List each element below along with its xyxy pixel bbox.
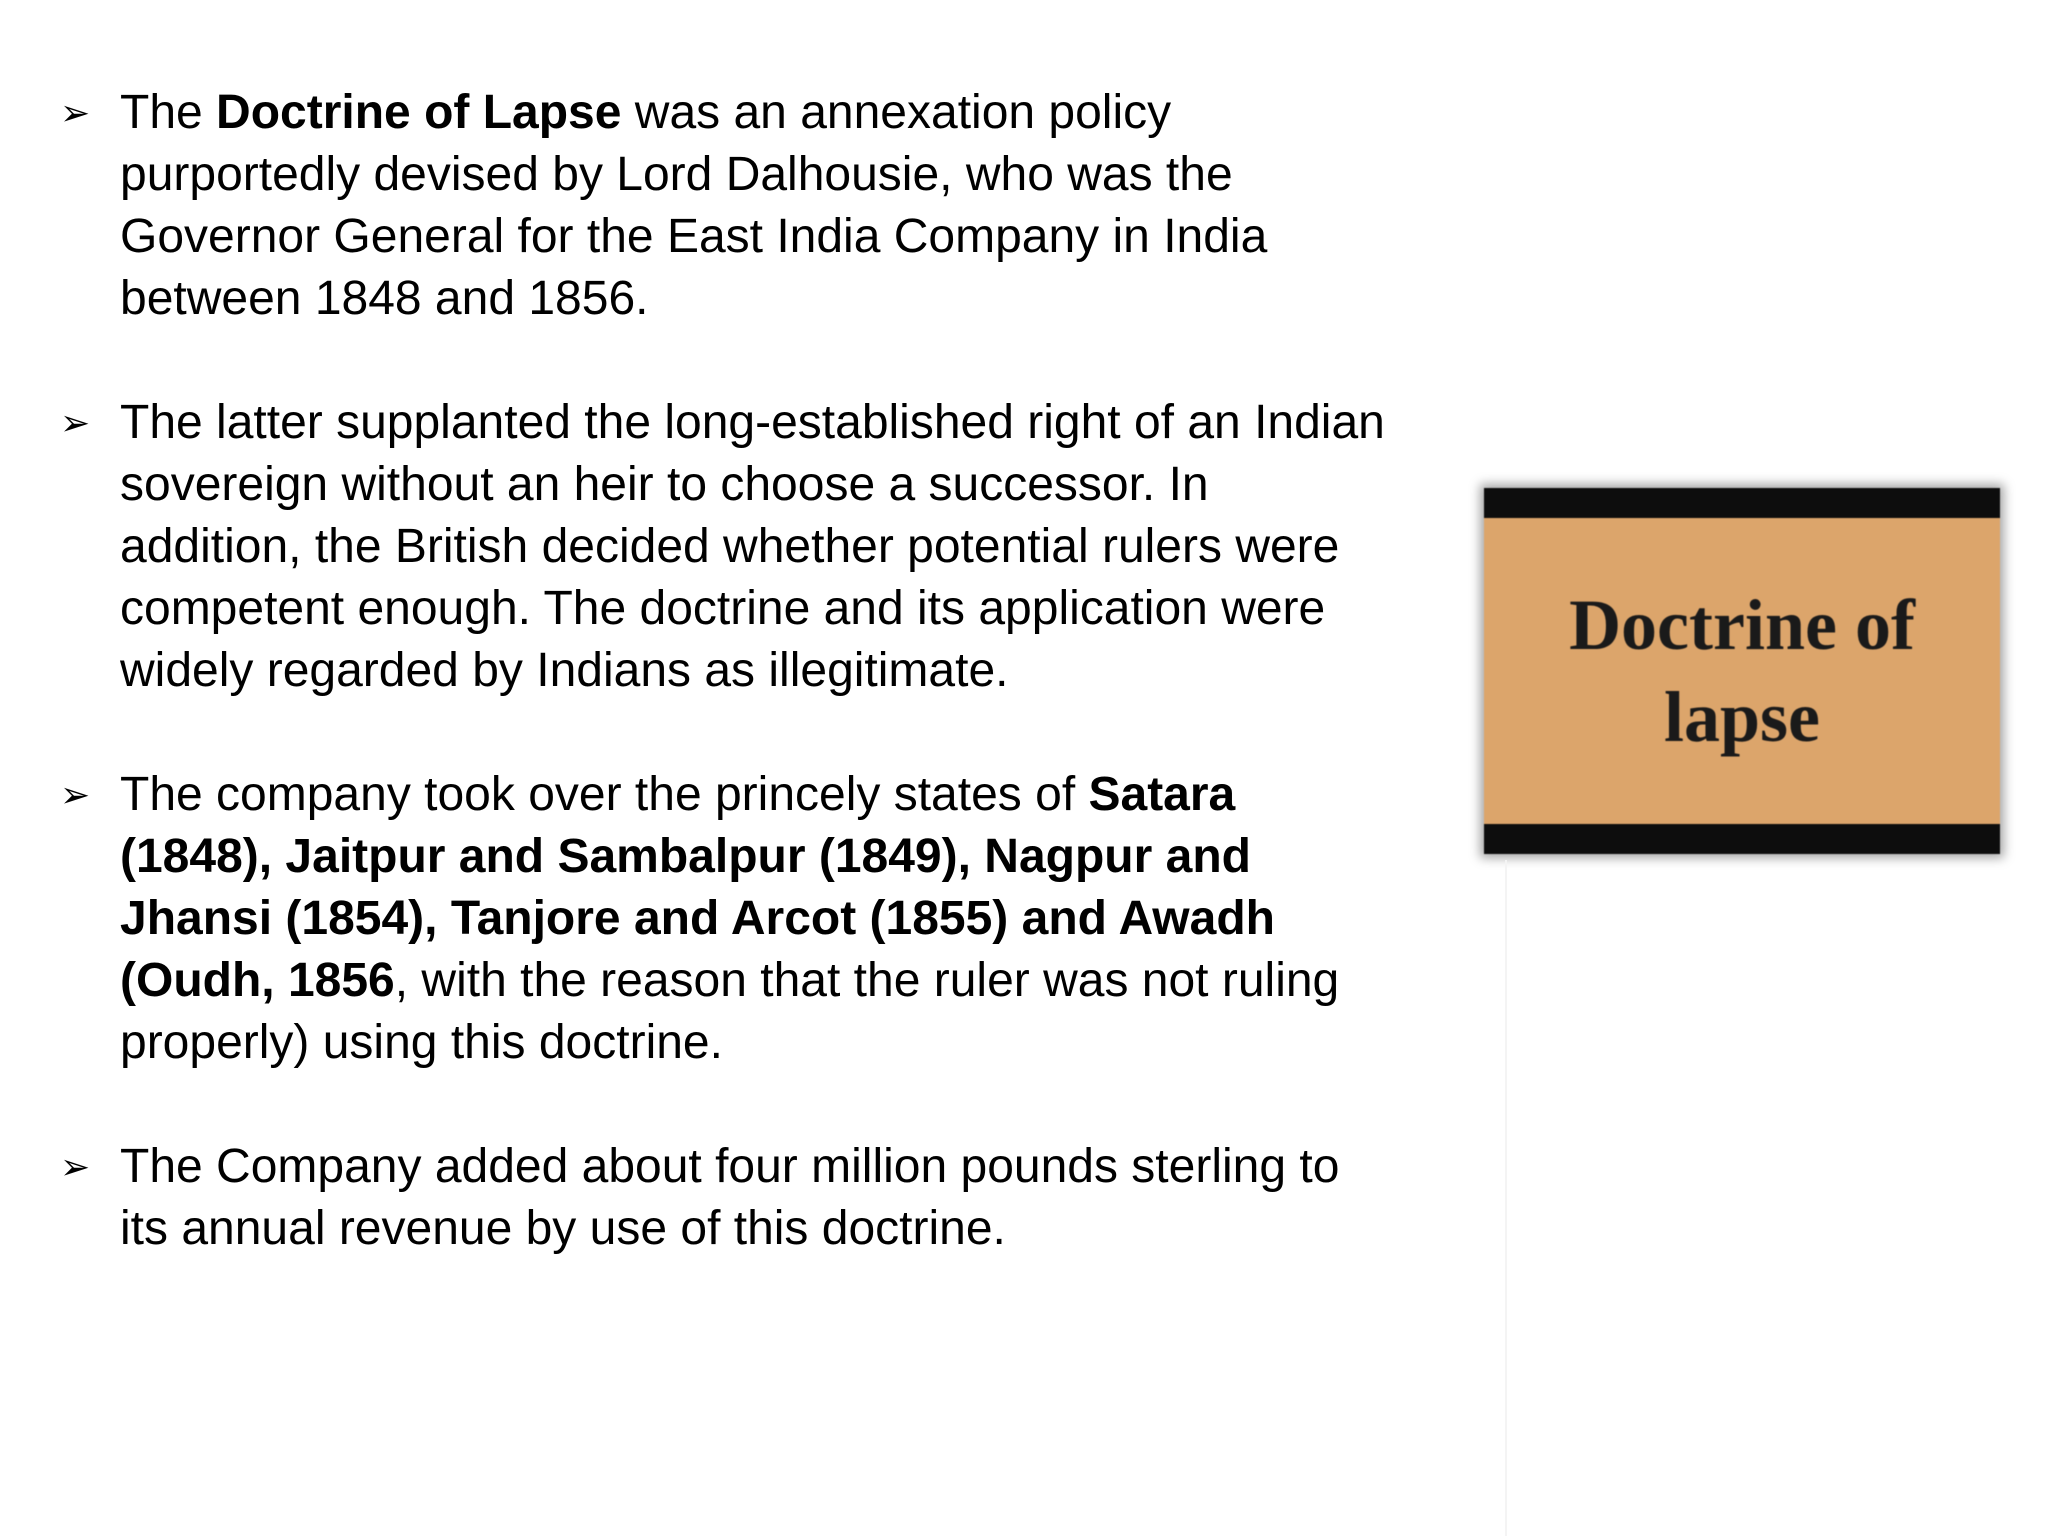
arrow-bullet-icon: ➢: [60, 402, 91, 443]
bullet-text-segment-bold: Doctrine of Lapse: [216, 86, 622, 139]
label-card-line-2: lapse: [1663, 677, 1821, 757]
bullet-annexed-states: [60, 764, 1400, 1074]
faint-divider-line: [1505, 860, 1507, 1536]
bullet-list: [60, 82, 1400, 1322]
bullet-doctrine-definition: [60, 82, 1400, 330]
bullet-text-segment: The: [120, 86, 217, 139]
arrow-bullet-icon: ➢: [60, 1146, 91, 1187]
bullet-text: [120, 764, 1400, 1074]
bullet-text-segment: was an annexation policy purportedly devised by Lord Dalhousie, who was the Governor General for the East India Company in India between 1848 and 1856.: [120, 86, 1268, 325]
bullet-text-segment: The latter supplanted the long-established right of an Indian sovereign without an heir to choose a successor. In addition, the British decided whether potential rulers were competent enough. The doctrine and its application were widely regarded by Indians as illegitimate.: [120, 396, 1385, 697]
label-card-title: [1484, 579, 2000, 763]
bullet-text: [120, 392, 1400, 702]
bullet-text-segment: , with the reason that the ruler was not ruling properly) using this doctrine.: [120, 954, 1340, 1069]
arrow-bullet-icon: ➢: [60, 92, 91, 133]
bullet-revenue: [60, 1136, 1400, 1260]
bullet-text: [120, 1136, 1400, 1260]
bullet-succession-right: [60, 392, 1400, 702]
doctrine-of-lapse-label-image: [1484, 488, 2000, 854]
bullet-text-segment: The company took over the princely states of: [120, 768, 1089, 821]
bullet-text: [120, 82, 1400, 330]
bullet-text-segment: The Company added about four million pounds sterling to its annual revenue by use of this doctrine.: [120, 1140, 1340, 1255]
label-card-line-1: Doctrine of: [1569, 585, 1915, 665]
arrow-bullet-icon: ➢: [60, 774, 91, 815]
bullet-text-segment-bold: Satara (1848), Jaitpur and Sambalpur (1849), Nagpur and Jhansi (1854), Tanjore and Arcot (1855) and Awadh (Oudh, 1856: [120, 768, 1275, 1007]
